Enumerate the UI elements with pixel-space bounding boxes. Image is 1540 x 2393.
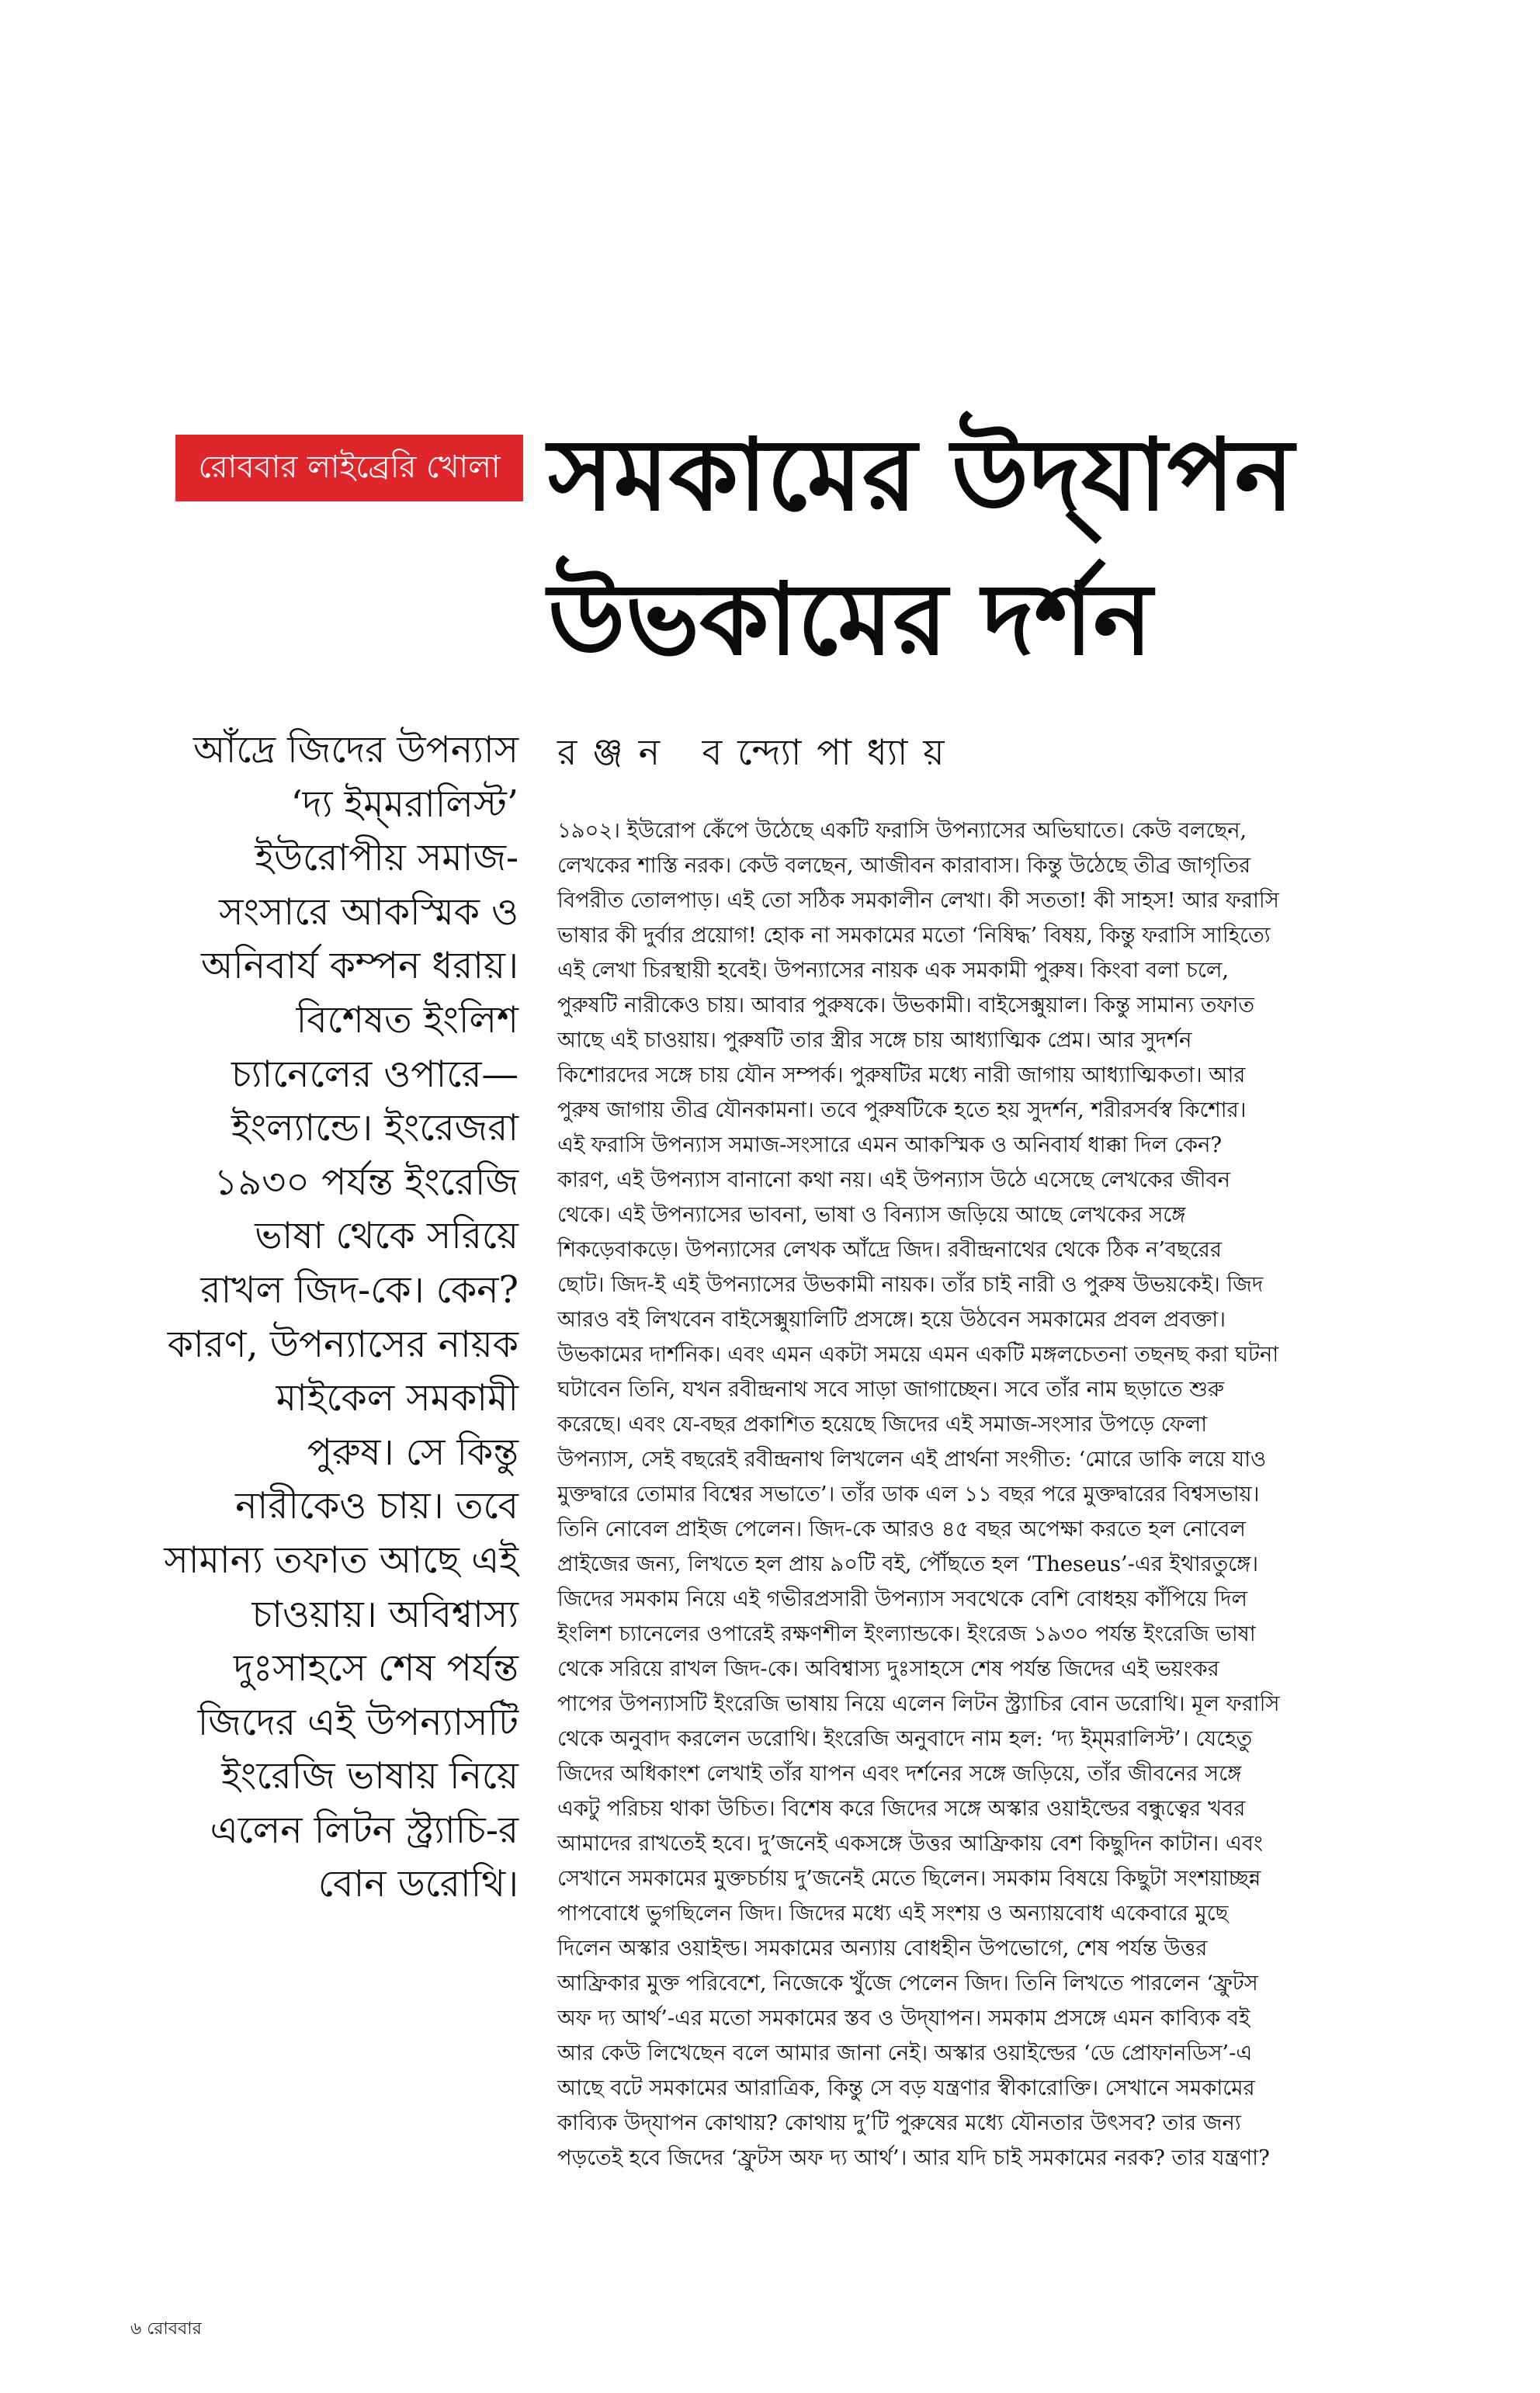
body-line: উপন্যাস, সেই বছরেই রবীন্দ্রনাথ লিখলেন এই প্রার্থনা সংগীত: ‘মোরে ডাকি লয়ে যাও bbox=[557, 1448, 1267, 1472]
pull-quote-line: মাইকেল সমকামী bbox=[276, 1377, 519, 1420]
pull-quote-line: আঁদ্রে জিদের উপন্যাস bbox=[192, 729, 519, 772]
body-line: প্রাইজের জন্য, লিখতে হল প্রায় ৯০টি বই, পৌঁছতে হল ‘Theseus’-এর ইথারতুঙ্গে। bbox=[557, 1552, 1259, 1576]
pull-quote-line: অনিবার্য কম্পন ধরায়। bbox=[201, 945, 519, 988]
pull-quote-line: নারীকেও চায়। তবে bbox=[235, 1485, 519, 1528]
body-line: কারণ, এই উপন্যাস বানানো কথা নয়। এই উপন্যাস উঠে এসেছে লেখকের জীবন bbox=[557, 1168, 1231, 1192]
pull-quote-line: বোন ডরোথি। bbox=[317, 1863, 519, 1906]
body-line: লেখকের শাস্তি নরক। কেউ বলছেন, আজীবন কারাবাস। কিন্তু উঠেছে তীব্র জাগৃতির bbox=[557, 854, 1251, 878]
headline bbox=[548, 404, 1417, 692]
body-line: থেকে। এই উপন্যাসের ভাবনা, ভাষা ও বিন্যাস জড়িয়ে আছে লেখকের সঙ্গে bbox=[557, 1203, 1186, 1227]
body-line: জিদের সমকাম নিয়ে এই গভীরপ্রসারী উপন্যাস সবথেকে বেশি বোধহয় কাঁপিয়ে দিল bbox=[557, 1587, 1247, 1611]
body-line: ভাষার কী দুর্বার প্রয়োগ! হোক না সমকামের মতো ‘নিষিদ্ধ’ বিষয়, কিন্তু ফরাসি সাহিত্যে bbox=[557, 924, 1271, 948]
body-line: একটু পরিচয় থাকা উচিত। বিশেষ করে জিদের সঙ্গে অস্কার ওয়াইল্ডের বন্ধুত্বের খবর bbox=[557, 1797, 1246, 1821]
body-line: থেকে অনুবাদ করলেন ডরোথি। ইংরেজি অনুবাদে নাম হল: ‘দ্য ইম্‌মরালিস্ট’। যেহেতু bbox=[557, 1727, 1253, 1751]
pull-quote-line: চাওয়ায়। অবিশ্বাস্য bbox=[251, 1593, 519, 1636]
body-line: অফ দ্য আর্থ’-এর মতো সমকামের স্তব ও উদ্‌যাপন। সমকাম প্রসঙ্গে এমন কাব্যিক বই bbox=[557, 2006, 1250, 2031]
pull-quote-line: পুরুষ। সে কিন্তু bbox=[307, 1431, 519, 1474]
author-byline: রঞ্জন বন্দ্যোপাধ্যায় bbox=[557, 731, 960, 773]
pull-quote-line: এলেন লিটন স্ট্র্যাচি-র bbox=[210, 1809, 519, 1852]
pull-quote-line: রাখল জিদ-কে। কেন? bbox=[200, 1268, 519, 1312]
body-line: দিলেন অস্কার ওয়াইল্ড। সমকামের অন্যায় বোধহীন উপভোগে, শেষ পর্যন্ত উত্তর bbox=[557, 1937, 1208, 1961]
body-line: ১৯০২। ইউরোপ কেঁপে উঠেছে একটি ফরাসি উপন্যাসের অভিঘাতে। কেউ বলছেন, bbox=[557, 819, 1247, 843]
body-line: সেখানে সমকামের মুক্তচর্চায় দু’জনেই মেতে ছিলেন। সমকাম বিষয়ে কিছুটা সংশয়াচ্ছন্ন bbox=[557, 1867, 1261, 1891]
body-line: শিকড়েবাকড়ে। উপন্যাসের লেখক আঁদ্রে জিদ। রবীন্দ্রনাথের থেকে ঠিক ন’বছরের bbox=[557, 1238, 1222, 1262]
body-line: এই লেখা চিরস্থায়ী হবেই। উপন্যাসের নায়ক এক সমকামী পুরুষ। কিংবা বলা চলে, bbox=[557, 959, 1230, 983]
pull-quote-line: সংসারে আকস্মিক ও bbox=[219, 890, 519, 934]
pull-quote-line: দুঃসাহসে শেষ পর্যন্ত bbox=[234, 1647, 519, 1691]
body-line: ঘটাবেন তিনি, যখন রবীন্দ্রনাথ সবে সাড়া জাগাচ্ছেন। সবে তাঁর নাম ছড়াতে শুরু bbox=[557, 1378, 1224, 1402]
body-line: এই ফরাসি উপন্যাস সমাজ-সংসারে এমন আকস্মিক ও অনিবার্য ধাক্কা দিল কেন? bbox=[557, 1133, 1223, 1157]
pull-quote-line: সামান্য তফাত আছে এই bbox=[164, 1538, 519, 1582]
body-line: আছে বটে সমকামের আরাত্রিক, কিন্তু সে বড় যন্ত্রণার স্বীকারোক্তি। সেখানে সমকামের bbox=[557, 2076, 1255, 2100]
pull-quote-line: ইউরোপীয় সমাজ- bbox=[255, 837, 519, 880]
section-label-text: রোববার লাইব্রেরি খোলা bbox=[198, 449, 501, 485]
body-line: আছে এই চাওয়ায়। পুরুষটি তার স্ত্রীর সঙ্গে চায় আধ্যাত্মিক প্রেম। আর সুদর্শন bbox=[557, 1028, 1192, 1053]
body-line: পুরুষ জাগায় তীব্র যৌনকামনা। তবে পুরুষটিকে হতে হয় সুদর্শন, শরীরসর্বস্ব কিশোর। bbox=[557, 1098, 1247, 1122]
body-line: ছোট। জিদ-ই এই উপন্যাসের উভকামী নায়ক। তাঁর চাই নারী ও পুরুষ উভয়কেই। জিদ bbox=[557, 1273, 1264, 1297]
body-line: থেকে সরিয়ে রাখল জিদ-কে। অবিশ্বাস্য দুঃসাহসে শেষ পর্যন্ত জিদের এই ভয়ংকর bbox=[557, 1657, 1219, 1681]
pull-quote-line: ১৯৩০ পর্যন্ত ইংরেজি bbox=[213, 1160, 519, 1204]
pull-quote-line: ইংরেজি ভাষায় নিয়ে bbox=[221, 1755, 519, 1798]
pull-quote-line: জিদের এই উপন্যাসটি bbox=[197, 1701, 519, 1744]
body-line: উভকামের দার্শনিক। এবং এমন একটা সময়ে এমন একটি মঙ্গলচেতনা তছনছ করা ঘটনা bbox=[557, 1343, 1279, 1367]
body-line: করেছে। এবং যে-বছর প্রকাশিত হয়েছে জিদের এই সমাজ-সংসার উপড়ে ফেলা bbox=[557, 1413, 1208, 1437]
pull-quote-line: ইংল্যান্ডে। ইংরেজরা bbox=[231, 1107, 519, 1150]
body-line: পুরুষটি নারীকেও চায়। আবার পুরুষকে। উভকামী। বাইসেক্সুয়াল। কিন্তু সামান্য তফাত bbox=[557, 994, 1254, 1018]
pull-quote bbox=[109, 723, 519, 1912]
body-line: বিপরীত তোলপাড়। এই তো সঠিক সমকালীন লেখা। কী সততা! কী সাহস! আর ফরাসি bbox=[557, 889, 1279, 913]
article-body bbox=[557, 813, 1419, 2176]
body-line: পাপবোধে ভুগছিলেন জিদ। জিদের মধ্যে এই সংশয় ও অন্যায়বোধ একেবারে মুছে bbox=[557, 1902, 1229, 1926]
body-line: ইংলিশ চ্যানেলের ওপারেই রক্ষণশীল ইংল্যান্ডকে। ইংরেজ ১৯৩০ পর্যন্ত ইংরেজি ভাষা bbox=[557, 1622, 1256, 1646]
pull-quote-line: কারণ, উপন্যাসের নায়ক bbox=[167, 1323, 519, 1366]
body-line: আরও বই লিখবেন বাইসেক্সুয়ালিটি প্রসঙ্গে। হয়ে উঠবেন সমকামের প্রবল প্রবক্তা। bbox=[557, 1308, 1226, 1332]
body-line: কাব্যিক উদ্‌যাপন কোথায়? কোথায় দু’টি পুরুষের মধ্যে যৌনতার উৎসব? তার জন্য bbox=[557, 2111, 1241, 2135]
body-line: জিদের অধিকাংশ লেখাই তাঁর যাপন এবং দর্শনের সঙ্গে জড়িয়ে, তাঁর জীবনের সঙ্গে bbox=[557, 1762, 1242, 1786]
body-line: পড়তেই হবে জিদের ‘ফ্রুটস অফ দ্য আর্থ’। আর যদি চাই সমকামের নরক? তার যন্ত্রণা? bbox=[557, 2146, 1270, 2170]
section-label bbox=[175, 435, 523, 501]
pull-quote-line: বিশেষত ইংলিশ bbox=[296, 998, 519, 1042]
body-line: আর কেউ লিখেছেন বলে আমার জানা নেই। অস্কার ওয়াইল্ডের ‘ডে প্রোফানডিস’-এ bbox=[557, 2041, 1253, 2065]
body-line: তিনি নোবেল প্রাইজ পেলেন। জিদ-কে আরও ৪৫ বছর অপেক্ষা করতে হল নোবেল bbox=[557, 1517, 1246, 1542]
pull-quote-line: চ্যানেলের ওপারে— bbox=[231, 1053, 519, 1096]
headline-line-2: উভকামের দর্শন bbox=[548, 562, 1153, 678]
headline-line-1: সমকামের উদ্‌যাপন bbox=[548, 418, 1294, 533]
pull-quote-line: ভাষা থেকে সরিয়ে bbox=[255, 1215, 519, 1258]
body-line: আফ্রিকার মুক্ত পরিবেশে, নিজেকে খুঁজে পেলেন জিদ। তিনি লিখতে পারলেন ‘ফ্রুটস bbox=[557, 1972, 1258, 1996]
body-line: আমাদের রাখতেই হবে। দু’জনেই একসঙ্গে উত্তর আফ্রিকায় বেশ কিছুদিন কাটান। এবং bbox=[557, 1832, 1263, 1856]
body-line: কিশোরদের সঙ্গে চায় যৌন সম্পর্ক। পুরুষটির মধ্যে নারী জাগায় আধ্যাত্মিকতা। আর bbox=[557, 1063, 1246, 1087]
pull-quote-line: ‘দ্য ইম্‌মরালিস্ট’ bbox=[290, 782, 519, 826]
page-footer: ৬ রোববার bbox=[130, 2319, 202, 2339]
body-line: পাপের উপন্যাসটি ইংরেজি ভাষায় নিয়ে এলেন লিটন স্ট্র্যাচির বোন ডরোথি। মূল ফরাসি bbox=[557, 1692, 1280, 1716]
body-line: মুক্তদ্বারে তোমার বিশ্বের সভাতে’। তাঁর ডাক এল ১১ বছর পরে মুক্তদ্বারের বিশ্বসভায়। bbox=[557, 1483, 1260, 1507]
